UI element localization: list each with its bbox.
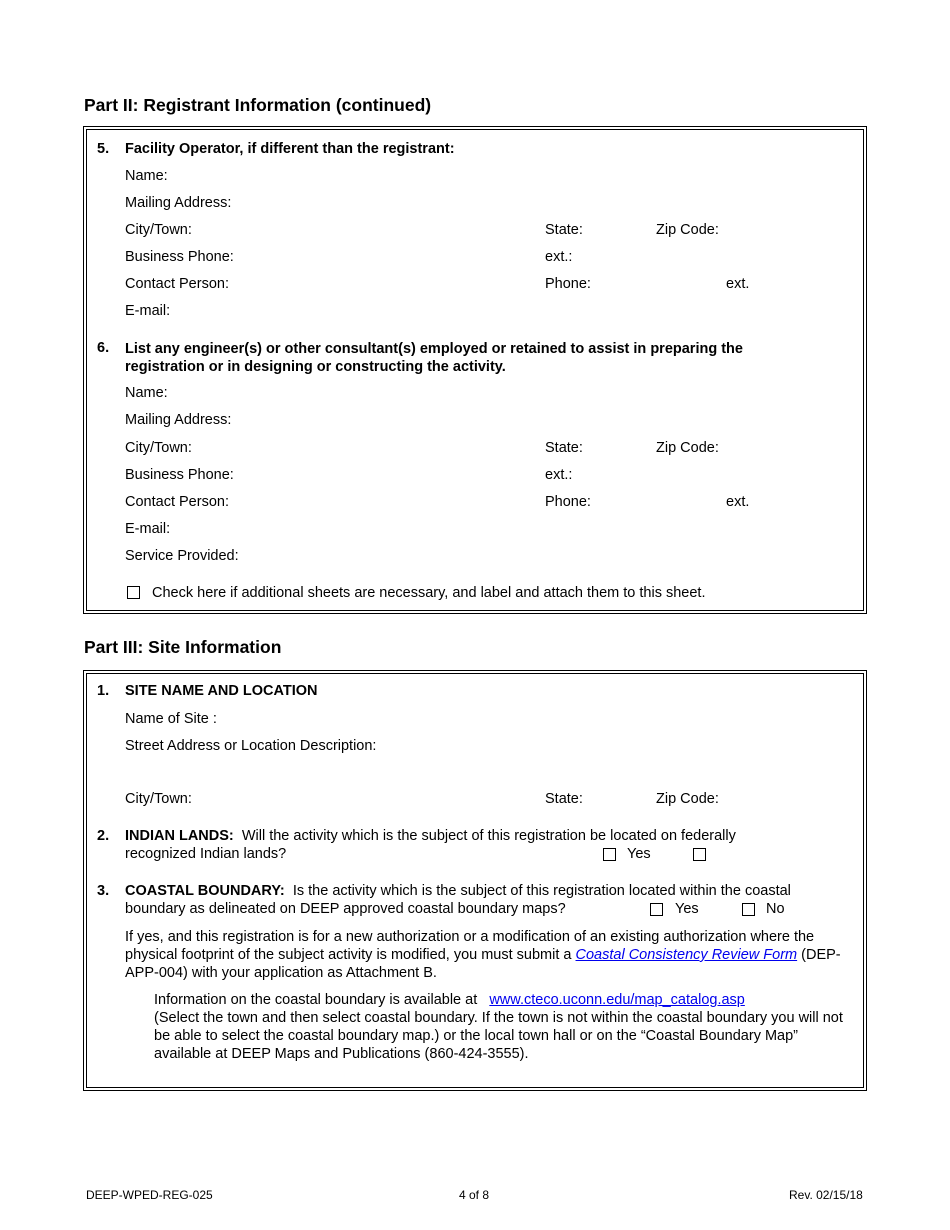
item6-ext2-label: ext. [726,494,750,510]
site-zip-label: Zip Code: [656,791,719,807]
item5-email-label: E-mail: [125,303,171,319]
site-item1-heading: SITE NAME AND LOCATION [125,683,318,699]
item5-name-label: Name: [125,168,168,184]
part2-title: Part II: Registrant Information (continued) [84,95,432,115]
site-city-label: City/Town: [125,791,192,807]
footer-revision: Rev. 02/15/18 [789,1188,863,1202]
item5-number: 5. [97,141,110,157]
item5-mailing-label: Mailing Address: [125,195,232,211]
item6-business-phone-label: Business Phone: [125,467,234,483]
item5-business-phone-label: Business Phone: [125,249,234,265]
coastal-text2: boundary as delineated on DEEP approved coastal boundary maps? [125,901,566,917]
coastal-info [154,991,859,1063]
indian-lands-yes-checkbox[interactable] [603,848,616,861]
coastal-para-post: (DEP-APP-004) with your application as Attachment B. [125,947,841,981]
footer-page-number: 4 of 8 [459,1188,490,1202]
indian-lands-line1 [125,828,736,844]
coastal-yes-checkbox[interactable] [650,903,663,916]
item6-service-label: Service Provided: [125,548,239,564]
site-item1-number: 1. [97,683,110,699]
item6-state-label: State: [545,440,583,456]
coastal-consistency-form-link[interactable]: Coastal Consistency Review Form [575,947,798,963]
coastal-line1 [125,883,791,899]
coastal-heading: COASTAL BOUNDARY: [125,883,285,899]
footer-form-id: DEEP-WPED-REG-025 [86,1188,213,1202]
coastal-info-pre: Information on the coastal boundary is available at [154,992,478,1008]
indian-lands-heading: INDIAN LANDS: [125,828,234,844]
coastal-yes-label: Yes [675,901,699,917]
item6-mailing-label: Mailing Address: [125,412,232,428]
item5-ext-label: ext.: [545,249,573,265]
coastal-info-post: (Select the town and then select coastal boundary. If the town is not within the coastal boundary you will not be able to select the coastal boundary map.) or the local town hall or on the “Coastal Boundary Map” available at DEEP Maps and Publications (860-424-3555). [154,1010,843,1062]
indian-lands-yes-label: Yes [627,846,651,862]
item6-number: 6. [97,340,110,356]
site-item3-number: 3. [97,883,110,899]
item6-city-label: City/Town: [125,440,192,456]
item6-ext-label: ext.: [545,467,573,483]
site-street-label: Street Address or Location Description: [125,738,377,754]
part3-title: Part III: Site Information [84,637,282,657]
additional-sheets-label: Check here if additional sheets are necessary, and label and attach them to this sheet. [152,585,706,601]
item5-phone-label: Phone: [545,276,591,292]
coastal-paragraph [125,928,845,982]
coastal-para-pre: If yes, and this registration is for a new authorization or a modification of an existing authorization where the physical footprint of the subject activity is modified, you must submit a [125,929,815,963]
item5-ext2-label: ext. [726,276,750,292]
item6-email-label: E-mail: [125,521,171,537]
item6-name-label: Name: [125,385,168,401]
site-item2-number: 2. [97,828,110,844]
item6-zip-label: Zip Code: [656,440,719,456]
site-state-label: State: [545,791,583,807]
coastal-no-checkbox[interactable] [742,903,755,916]
item5-zip-label: Zip Code: [656,222,719,238]
coastal-text1: Is the activity which is the subject of this registration located within the coastal [292,883,791,899]
item5-state-label: State: [545,222,583,238]
coastal-no-label: No [766,901,785,917]
indian-lands-text1: Will the activity which is the subject of this registration be located on federally [241,828,736,844]
item5-city-label: City/Town: [125,222,192,238]
item5-heading: Facility Operator, if different than the registrant: [125,141,455,157]
additional-sheets-checkbox[interactable] [127,586,140,599]
indian-lands-text2: recognized Indian lands? [125,846,287,862]
site-name-label: Name of Site : [125,711,217,727]
cteco-map-catalog-link[interactable]: www.cteco.uconn.edu/map_catalog.asp [489,992,745,1008]
indian-lands-no-checkbox[interactable] [693,848,706,861]
item6-heading: List any engineer(s) or other consultant(s) employed or retained to assist in preparing the registration or in designing or constructing the activity. [125,341,743,375]
item6-contact-label: Contact Person: [125,494,229,510]
item6-phone-label: Phone: [545,494,591,510]
item5-contact-label: Contact Person: [125,276,229,292]
